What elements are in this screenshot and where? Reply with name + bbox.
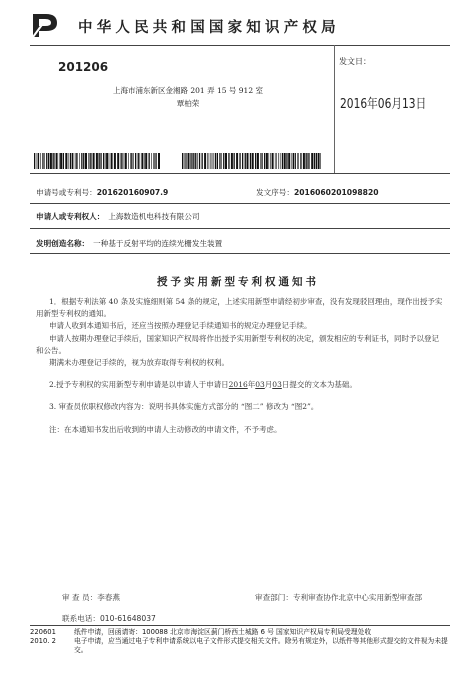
- barcode: [34, 153, 322, 169]
- rule-2: [30, 203, 450, 204]
- postcode: 201206: [58, 60, 109, 74]
- serial-no-label: 发文序号：: [256, 188, 294, 197]
- application-no: 201620160907.9: [96, 188, 169, 197]
- invention-label: 发明创造名称：: [36, 239, 90, 248]
- contact-phone: 联系电话：010-61648037: [62, 614, 156, 623]
- paragraph-5: 2.授予专利权的实用新型专利申请是以申请人于申请日2016年03月03日提交的文本为基础。: [49, 380, 357, 390]
- send-date: 2016年06月13日: [340, 97, 427, 112]
- applicant-field: [36, 211, 199, 222]
- exam-department: 审查部门：专利审查协作北京中心实用新型审查部: [255, 593, 423, 602]
- rule-1: [30, 173, 450, 174]
- footer-line-2: 电子申请，应当通过电子专利申请系统以电子文件形式提交相关文件。除另有规定外，以纸件等其他形式提交的文件视为未提交。: [74, 637, 448, 654]
- send-date-label: 发文日：: [339, 57, 371, 66]
- sipo-logo-icon: [30, 10, 60, 40]
- serial-no: 2016060201098820: [293, 188, 379, 197]
- paragraph-3: 申请人按期办理登记手续后，国家知识产权局将作出授予实用新型专利权的决定，颁发相应的专利证书，同时予以登记和公告。: [36, 333, 439, 355]
- applicant-label: 申请人或专利权人：: [36, 212, 105, 221]
- recipient-block: [58, 84, 318, 110]
- filing-year: 2016: [228, 380, 248, 390]
- rule-4: [30, 253, 450, 254]
- paragraph-4: 期满未办理登记手续的，视为放弃取得专利权的权利。: [49, 358, 229, 368]
- recipient-address: 上海市浦东新区金湘路 201 弄 15 号 912 室: [113, 86, 263, 95]
- paragraph-7: 注：在本通知书发出后收到的申请人主动修改的申请文件，不予考虑。: [49, 424, 282, 434]
- footer: [30, 628, 450, 655]
- footer-line-1: 纸件申请，回函请寄：100088 北京市海淀区蓟门桥西土城路 6 号 国家知识产权局专利局受理处收: [74, 628, 372, 636]
- invention-field: [36, 238, 222, 249]
- paragraph-6: 3. 审查员依职权修改内容为：说明书具体实施方式部分的 “图二” 修改为 “图2”。: [49, 402, 319, 412]
- application-no-label: 申请号或专利号：: [36, 188, 97, 197]
- invention: 一种基于反射平均的连续光栅发生装置: [93, 239, 223, 248]
- rule-3: [30, 228, 450, 229]
- form-version: 2010. 2: [30, 637, 56, 645]
- header-rule: [30, 45, 450, 46]
- filing-month: 03: [255, 380, 265, 390]
- applicant: 上海数造机电科技有限公司: [108, 212, 200, 221]
- application-no-field: [36, 187, 168, 198]
- footer-rule: [30, 625, 450, 626]
- filing-day: 03: [272, 380, 282, 390]
- paragraph-1: 1．根据专利法第 40 条及实施细则第 54 条的规定，上述实用新型申请经初步审查，没有发现驳回理由，现作出授予实用新型专利权的通知。: [36, 297, 443, 319]
- notice-title: 授予实用新型专利权通知书: [157, 276, 319, 288]
- serial-no-field: [256, 187, 379, 198]
- paragraph-2: 申请人收到本通知书后，还应当按照办理登记手续通知书的规定办理登记手续。: [49, 321, 312, 331]
- form-code: 220601: [30, 628, 56, 636]
- notice-body: [36, 296, 444, 436]
- divider-vertical: [334, 45, 335, 173]
- examiner: 审 查 员：李春燕: [62, 593, 120, 602]
- recipient-name: 覃柏荣: [176, 99, 200, 108]
- office-name: 中华人民共和国国家知识产权局: [78, 20, 340, 36]
